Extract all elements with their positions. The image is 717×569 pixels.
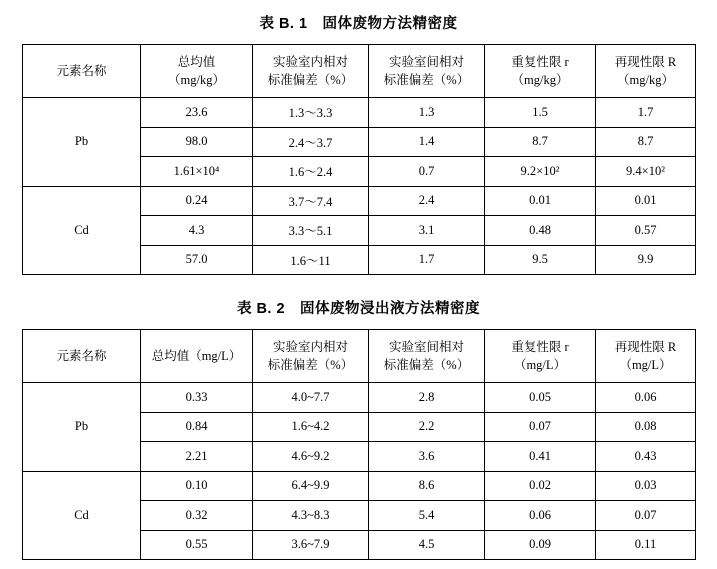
element-cell: Pb bbox=[23, 383, 141, 472]
cell-inter-rsd: 1.3 bbox=[369, 98, 485, 128]
cell-reproducibility: 0.08 bbox=[596, 412, 696, 442]
cell-mean: 0.24 bbox=[141, 186, 253, 216]
header-intra-lab-rsd bbox=[253, 45, 369, 98]
header-repeatability-limit bbox=[485, 45, 596, 98]
cell-intra-rsd: 4.3~8.3 bbox=[253, 501, 369, 531]
header-line: 重复性限 r bbox=[511, 54, 569, 69]
cell-intra-rsd: 3.7～7.4 bbox=[253, 186, 369, 216]
header-reproducibility-limit bbox=[596, 330, 696, 383]
cell-reproducibility: 0.07 bbox=[596, 501, 696, 531]
cell-mean: 4.3 bbox=[141, 216, 253, 246]
header-line: 元素名称 bbox=[56, 348, 107, 363]
header-line: 标准偏差（%） bbox=[267, 358, 354, 372]
cell-repeatability: 0.01 bbox=[485, 186, 596, 216]
table-1-header bbox=[23, 45, 696, 98]
table-2-title: 表 B. 2 固体废物浸出液方法精密度 bbox=[236, 301, 481, 317]
header-line: （mg/kg） bbox=[617, 73, 674, 87]
cell-intra-rsd: 1.6~4.2 bbox=[253, 412, 369, 442]
cell-reproducibility: 0.11 bbox=[596, 530, 696, 560]
table-row bbox=[23, 383, 696, 413]
header-line: 实验室内相对 bbox=[272, 54, 348, 69]
cell-reproducibility: 1.7 bbox=[596, 98, 696, 128]
header-line: 实验室间相对 bbox=[388, 54, 464, 69]
cell-mean: 98.0 bbox=[141, 127, 253, 157]
header-line: （mg/L） bbox=[619, 358, 672, 372]
cell-intra-rsd: 4.0~7.7 bbox=[253, 383, 369, 413]
cell-repeatability: 0.09 bbox=[485, 530, 596, 560]
cell-intra-rsd: 6.4~9.9 bbox=[253, 471, 369, 501]
cell-mean: 23.6 bbox=[141, 98, 253, 128]
precision-table-leachate bbox=[22, 329, 696, 560]
cell-intra-rsd: 1.6～2.4 bbox=[253, 157, 369, 187]
cell-intra-rsd: 4.6~9.2 bbox=[253, 442, 369, 472]
header-intra-lab-rsd bbox=[253, 330, 369, 383]
cell-reproducibility: 0.57 bbox=[596, 216, 696, 246]
cell-repeatability: 1.5 bbox=[485, 98, 596, 128]
header-line: 标准偏差（%） bbox=[383, 73, 470, 87]
cell-inter-rsd: 2.8 bbox=[369, 383, 485, 413]
element-cell: Cd bbox=[23, 186, 141, 275]
header-line: 总均值 bbox=[177, 54, 216, 69]
header-line: （mg/kg） bbox=[168, 73, 225, 87]
cell-repeatability: 0.48 bbox=[485, 216, 596, 246]
header-line: （mg/kg） bbox=[511, 73, 569, 87]
cell-inter-rsd: 0.7 bbox=[369, 157, 485, 187]
cell-mean: 0.84 bbox=[141, 412, 253, 442]
table-header-row bbox=[23, 330, 696, 383]
element-cell: Pb bbox=[23, 98, 141, 187]
cell-reproducibility: 9.4×10² bbox=[596, 157, 696, 187]
cell-reproducibility: 0.06 bbox=[596, 383, 696, 413]
cell-inter-rsd: 8.6 bbox=[369, 471, 485, 501]
cell-repeatability: 0.06 bbox=[485, 501, 596, 531]
cell-repeatability: 0.07 bbox=[485, 412, 596, 442]
table-1-body bbox=[23, 98, 696, 275]
cell-repeatability: 0.05 bbox=[485, 383, 596, 413]
cell-reproducibility: 0.03 bbox=[596, 471, 696, 501]
table-row bbox=[23, 98, 696, 128]
cell-intra-rsd: 2.4～3.7 bbox=[253, 127, 369, 157]
cell-repeatability: 9.5 bbox=[485, 245, 596, 275]
cell-mean: 0.55 bbox=[141, 530, 253, 560]
table-header-row bbox=[23, 45, 696, 98]
cell-reproducibility: 0.43 bbox=[596, 442, 696, 472]
table-row bbox=[23, 186, 696, 216]
header-line: 再现性限 R bbox=[614, 54, 677, 69]
cell-inter-rsd: 2.4 bbox=[369, 186, 485, 216]
header-line: （mg/L） bbox=[513, 358, 567, 372]
header-inter-lab-rsd bbox=[369, 45, 485, 98]
cell-inter-rsd: 1.7 bbox=[369, 245, 485, 275]
cell-mean: 57.0 bbox=[141, 245, 253, 275]
cell-repeatability: 9.2×10² bbox=[485, 157, 596, 187]
cell-inter-rsd: 3.6 bbox=[369, 442, 485, 472]
cell-inter-rsd: 2.2 bbox=[369, 412, 485, 442]
table-1-title: 表 B. 1 固体废物方法精密度 bbox=[259, 16, 458, 32]
cell-mean: 0.33 bbox=[141, 383, 253, 413]
header-line: 实验室间相对 bbox=[388, 339, 464, 354]
cell-intra-rsd: 3.3～5.1 bbox=[253, 216, 369, 246]
cell-mean: 1.61×10⁴ bbox=[141, 157, 253, 187]
element-cell: Cd bbox=[23, 471, 141, 560]
cell-reproducibility: 9.9 bbox=[596, 245, 696, 275]
header-reproducibility-limit bbox=[596, 45, 696, 98]
header-line: 再现性限 R bbox=[614, 339, 677, 354]
header-line: 元素名称 bbox=[56, 63, 107, 78]
table-2-header bbox=[23, 330, 696, 383]
cell-repeatability: 0.41 bbox=[485, 442, 596, 472]
cell-inter-rsd: 5.4 bbox=[369, 501, 485, 531]
header-mean bbox=[141, 45, 253, 98]
cell-repeatability: 0.02 bbox=[485, 471, 596, 501]
table-row bbox=[23, 471, 696, 501]
cell-repeatability: 8.7 bbox=[485, 127, 596, 157]
header-repeatability-limit bbox=[485, 330, 596, 383]
cell-reproducibility: 8.7 bbox=[596, 127, 696, 157]
header-line: 总均值（mg/L） bbox=[151, 348, 242, 363]
cell-mean: 0.32 bbox=[141, 501, 253, 531]
cell-intra-rsd: 1.6～11 bbox=[253, 245, 369, 275]
precision-table-solid-waste bbox=[22, 44, 696, 275]
header-line: 重复性限 r bbox=[511, 339, 569, 354]
cell-intra-rsd: 1.3～3.3 bbox=[253, 98, 369, 128]
cell-inter-rsd: 3.1 bbox=[369, 216, 485, 246]
header-line: 实验室内相对 bbox=[272, 339, 348, 354]
table-2-body bbox=[23, 383, 696, 560]
cell-inter-rsd: 4.5 bbox=[369, 530, 485, 560]
cell-inter-rsd: 1.4 bbox=[369, 127, 485, 157]
cell-intra-rsd: 3.6~7.9 bbox=[253, 530, 369, 560]
header-line: 标准偏差（%） bbox=[267, 73, 354, 87]
cell-mean: 0.10 bbox=[141, 471, 253, 501]
cell-reproducibility: 0.01 bbox=[596, 186, 696, 216]
header-line: 标准偏差（%） bbox=[383, 358, 470, 372]
header-element-name bbox=[23, 330, 141, 383]
header-mean bbox=[141, 330, 253, 383]
header-inter-lab-rsd bbox=[369, 330, 485, 383]
cell-mean: 2.21 bbox=[141, 442, 253, 472]
header-element-name bbox=[23, 45, 141, 98]
